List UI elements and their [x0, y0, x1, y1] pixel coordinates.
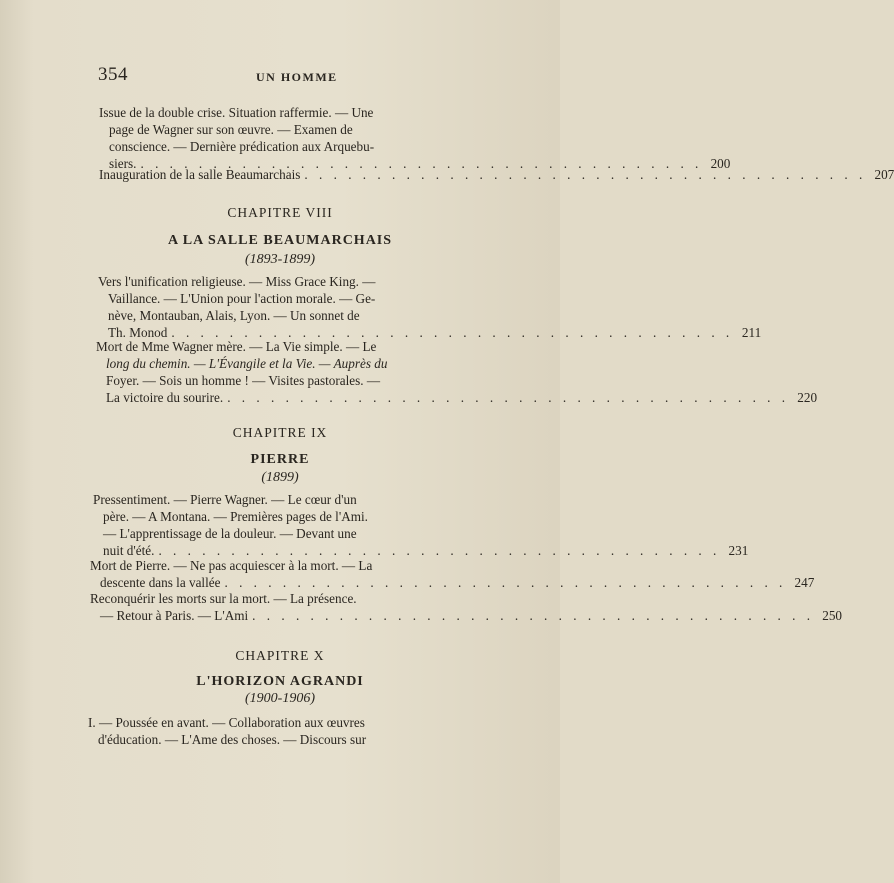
entry-last-line — [96, 389, 818, 406]
chapter-dates: (1900-1906) — [245, 691, 315, 706]
dot-leader: . . . . . . . . . . . . . . . . . . . . . . . . . . . . . . . . . . . . . . . — [158, 543, 721, 558]
entry-line: père. — A Montana. — Premières pages de l'Ami. — [103, 509, 368, 524]
entry-page-number: 220 — [797, 390, 818, 405]
toc-entry — [90, 557, 815, 591]
running-head: UN HOMME — [256, 70, 338, 84]
chapter-title: PIERRE — [250, 452, 310, 467]
entry-text: Inauguration de la salle Beaumarchais — [99, 167, 301, 182]
dot-leader: . . . . . . . . . . . . . . . . . . . . . . . . . . . . . . . . . . . . . . . — [304, 167, 867, 182]
entry-line: Pressentiment. — Pierre Wagner. — Le cœur d'un — [93, 492, 357, 507]
chapter-label: CHAPITRE X — [235, 648, 325, 663]
dot-leader: . . . . . . . . . . . . . . . . . . . . . . . . . . . . . . . . . . . . . . . — [224, 575, 787, 590]
entry-text: siers. — [109, 156, 137, 171]
entry-line: conscience. — Dernière prédication aux Arquebu- — [109, 139, 375, 154]
toc-entry — [96, 338, 818, 406]
chapter-label: CHAPITRE VIII — [227, 205, 333, 220]
entry-page-number: 231 — [728, 543, 749, 558]
entry-text: La victoire du sourire. — [106, 390, 224, 405]
entry-line: nève, Montauban, Alais, Lyon. — Un sonnet de — [108, 308, 360, 323]
entry-last-line — [90, 607, 843, 624]
entry-line: Mort de Pierre. — Ne pas acquiescer à la mort. — La — [90, 558, 373, 573]
toc-entry — [93, 491, 749, 559]
entry-page-number: 250 — [822, 608, 843, 623]
dot-leader: . . . . . . . . . . . . . . . . . . . . . . . . . . . . . . . . . . . . . . . — [171, 325, 734, 340]
entry-line: long du chemin. — L'Évangile et la Vie. — Auprès du — [106, 356, 388, 371]
entry-line: Mort de Mme Wagner mère. — La Vie simple. — Le — [96, 339, 377, 354]
page-header — [98, 64, 458, 88]
toc-entry — [90, 590, 843, 624]
entry-page-number: 247 — [794, 575, 815, 590]
entry-last-line — [99, 166, 894, 183]
chapter-label: CHAPITRE IX — [232, 425, 328, 440]
chapter-title: A LA SALLE BEAUMARCHAIS — [167, 233, 393, 248]
entry-text: nuit d'été. — [103, 543, 155, 558]
entry-line: Foyer. — Sois un homme ! — Visites pastorales. — — [106, 373, 381, 388]
dot-leader: . . . . . . . . . . . . . . . . . . . . . . . . . . . . . . . . . . . . . . . — [140, 156, 703, 171]
entry-line: Issue de la double crise. Situation raffermie. — Une — [99, 105, 374, 120]
entry-line: — L'apprentissage de la douleur. — Devant une — [103, 526, 357, 541]
toc-entry — [99, 166, 894, 183]
entry-text: descente dans la vallée — [100, 575, 221, 590]
entry-line: Vers l'unification religieuse. — Miss Grace King. — — [98, 274, 376, 289]
entry-text: Th. Monod — [108, 325, 168, 340]
entry-last-line — [90, 574, 815, 591]
toc-entry — [98, 273, 762, 341]
entry-line: Reconquérir les morts sur la mort. — La présence. — [90, 591, 357, 606]
page-number: 354 — [98, 64, 128, 85]
entry-page-number: 211 — [741, 325, 762, 340]
entry-line: I. — Poussée en avant. — Collaboration aux œuvres — [88, 715, 365, 730]
dot-leader: . . . . . . . . . . . . . . . . . . . . . . . . . . . . . . . . . . . . . . . — [227, 390, 790, 405]
entry-line: Vaillance. — L'Union pour l'action morale. — Ge- — [108, 291, 376, 306]
chapter-title: L'HORIZON AGRANDI — [196, 674, 364, 689]
chapter-dates: (1893-1899) — [245, 252, 315, 267]
entry-line: page de Wagner sur son œuvre. — Examen de — [109, 122, 353, 137]
entry-page-number: 200 — [710, 156, 731, 171]
chapter-dates: (1899) — [261, 470, 299, 485]
entry-page-number: 207 — [874, 167, 894, 182]
dot-leader: . . . . . . . . . . . . . . . . . . . . . . . . . . . . . . . . . . . . . . . — [252, 608, 815, 623]
toc-entry — [99, 104, 731, 172]
toc-entry — [88, 714, 488, 748]
entry-line: d'éducation. — L'Ame des choses. — Discours sur — [98, 732, 367, 747]
entry-text: — Retour à Paris. — L'Ami — [100, 608, 249, 623]
